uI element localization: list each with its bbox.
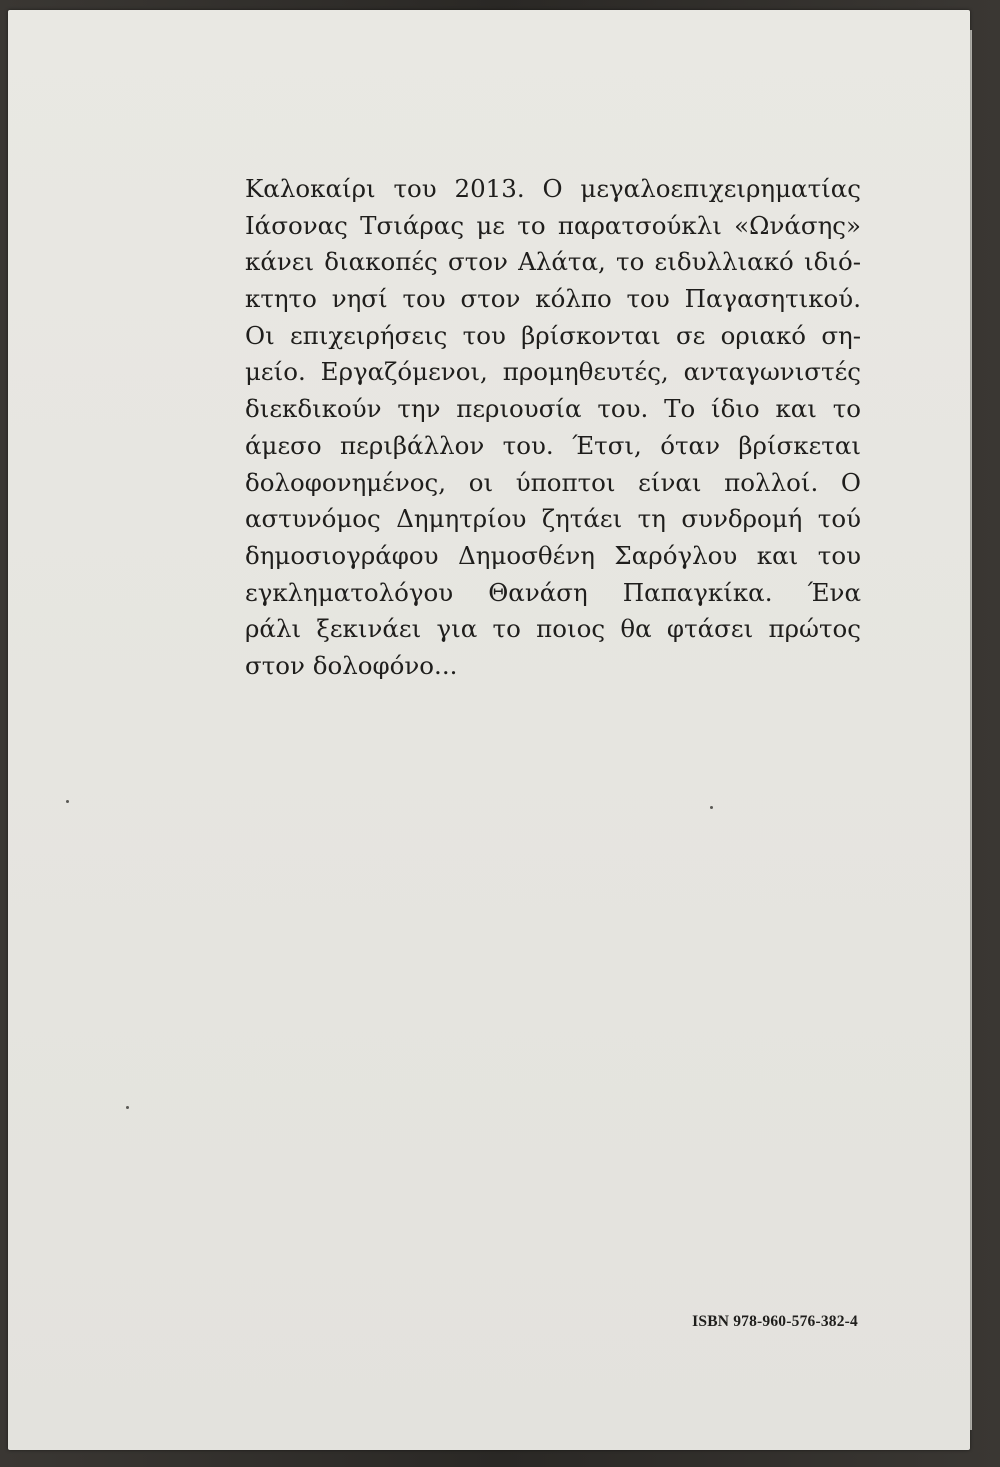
blurb-line: δολοφονημένος, οι ύποπτοι είναι πολλοί. Ο [245,467,861,497]
paper-speck [126,1106,129,1109]
blurb-line: μείο. Εργαζόμενοι, προμηθευτές, ανταγωνιστές [245,357,861,387]
paper-speck [66,800,69,803]
blurb-line: δημοσιογράφου Δημοσθένη Σαρόγλου και του [245,540,861,570]
blurb-line: Ιάσονας Τσιάρας με το παρατσούκλι «Ωνάσης» [245,210,861,240]
isbn-number: ISBN 978-960-576-382-4 [692,1313,858,1330]
blurb-line: εγκληματολόγου Θανάση Παπαγκίκα. Ένα [245,577,861,607]
blurb-line: αστυνόμος Δημητρίου ζητάει τη συνδρομή τού [245,504,861,534]
blurb-line: διεκδικούν την περιουσία του. Το ίδιο και το [245,394,861,424]
blurb-line: Οι επιχειρήσεις του βρίσκονται σε οριακό ση- [245,320,861,350]
blurb-line: κάνει διακοπές στον Αλάτα, το ειδυλλιακό ιδιό- [245,247,861,277]
blurb-line: κτητο νησί του στον κόλπο του Παγασητικού. [245,284,861,314]
blurb-line: Καλοκαίρι του 2013. Ο μεγαλοεπιχειρηματίας [245,174,861,203]
paper-speck [710,806,713,809]
book-blurb [245,171,861,685]
blurb-line: στον δολοφόνο... [245,650,458,680]
blurb-line: ράλι ξεκινάει για το ποιος θα φτάσει πρώτος [245,614,861,644]
blurb-line: άμεσο περιβάλλον του. Έτσι, όταν βρίσκεται [245,430,861,460]
